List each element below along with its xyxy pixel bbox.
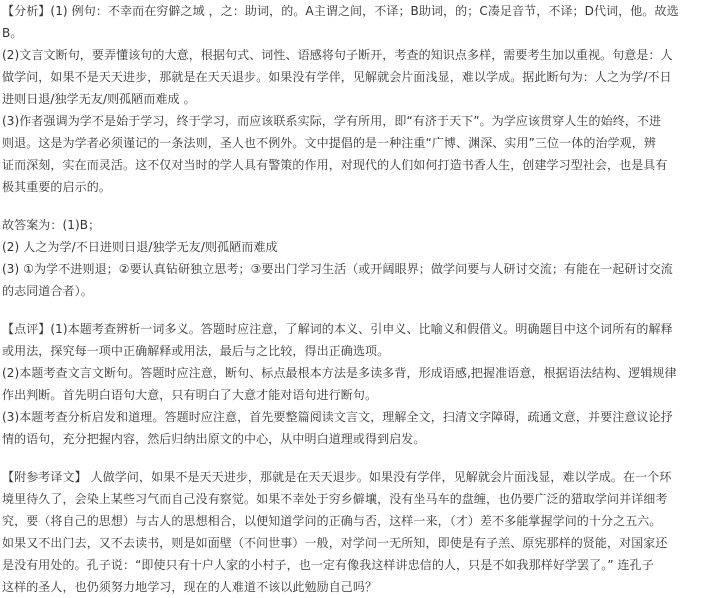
text-line: 如果又不出门去，又不去读书，则是如面壁（不问世事）一般，对学问一无所知，即使是有子羔、原宪那样的贤能，对国家还 (2, 536, 668, 550)
text-line: B。 (2, 26, 23, 40)
text-line: (2)文言文断句，要弄懂该句的大意，根据句式、词性、语感将句子断开，考查的知识点多样，需要考生加以重视。句意是：人 (2, 48, 673, 62)
spacer (2, 198, 693, 214)
spacer (2, 302, 693, 318)
comment-section (2, 318, 693, 450)
text-line: 【附参考译文】 人做学问，如果不是天天进步，那就是在天天退步。如果没有学伴，见解就会片面浅显，难以学成。在一个环 (2, 470, 672, 484)
text-line: (2) 人之为学/不日进则日退/独学无友/则孤陋而难成 (2, 240, 278, 254)
text-line: 做学问，如果不是天天进步，那就是在天天退步。如果没有学伴，见解就会片面浅显，难以学成。据此断句为：人之为学/不日 (2, 70, 672, 84)
text-line: 【分析】(1) 例句：不幸而在穷僻之域 ，之：助词，的。A主谓之间，不译；B助词，的；C凑足音节，不译；D代词，他。故选 (2, 4, 679, 18)
text-line: 故答案为：(1)B； (2, 218, 101, 232)
comment-paragraph-3 (2, 406, 693, 450)
text-line: 则退。这是为学者必须谨记的一条法则，圣人也不例外。文中提倡的是一种注重“广博、渊深、实用”三位一体的治学观，辨 (2, 136, 656, 150)
analysis-paragraph-3 (2, 110, 693, 198)
text-line: 或用法，探究每一项中正确解释或用法，最后与之比较，得出正确选项。 (2, 344, 390, 358)
answer-paragraph (2, 214, 693, 302)
analysis-heading: 【分析】 (2, 4, 51, 18)
text-line: 进则日退/独学无友/则孤陋而难成 。 (2, 92, 196, 106)
text-line: 的志同道合者）。 (2, 284, 93, 298)
translation-section (2, 466, 693, 598)
text-line: (3)作者强调为学不是始于学习，终于学习，而应该联系实际，学有所用，即“有济于天下”。为学应该贯穿人生的始终，不进 (2, 114, 662, 128)
text-line: (3) ①为学不进则退；②要认真钻研独立思考；③要出门学习生活（或开阔眼界；做学问要与人研讨交流；有能在一起研讨交流 (2, 262, 673, 276)
analysis-paragraph-2 (2, 44, 693, 110)
analysis-paragraph-1 (2, 0, 693, 44)
text-line: 【点评】(1)本题考查辨析一词多义。答题时应注意，了解词的本义、引申义、比喻义和假借义。明确题目中这个词所有的解释 (2, 322, 673, 336)
text-line: 究，要（将自己的思想）与古人的思想相合，以便知道学问的正确与否，这样一来，（才）差不多能掌握学问的十分之五六。 (2, 514, 662, 528)
translation-paragraph (2, 466, 693, 598)
text-line: 极其重要的启示的。 (2, 180, 111, 194)
spacer (2, 450, 693, 466)
text-line: (3)本题考查分析启发和道理。答题时应注意，首先要整篇阅读文言文，理解全文，扫清文字障碍，疏通文意，并要注意议论抒 (2, 410, 673, 424)
text-line: 境里待久了，会染上某些习气而自己没有察觉。如果不幸处于穷乡僻壤，没有坐马车的盘缠，也仍要广泛的猎取学问并详细考 (2, 492, 668, 506)
text-line: (2)本题考查文言文断句。答题时应注意，断句、标点最根本方法是多读多背，形成语感,把握准语意，根据语法结构、逻辑规律 (2, 366, 677, 380)
comment-paragraph-2 (2, 362, 693, 406)
answer-section (2, 214, 693, 302)
comment-paragraph-1 (2, 318, 693, 362)
analysis-section (2, 0, 693, 198)
text-line: 是没有用处的。孔子说：“即使只有十户人家的小村子，也一定有像我这样讲忠信的人，只是不如我那样好学罢了。” 连孔子 (2, 558, 654, 572)
text-line: 这样的圣人，也仍须努力地学习，现在的人难道不该以此勉励自己吗？ (2, 580, 378, 594)
text-line: 情的语句，充分把握内容，然后归纳出原文的中心，从中明白道理或得到启发。 (2, 432, 426, 446)
text-line: 作出判断。首先明白语句大意，只有明白了大意才能对语句进行断句。 (2, 388, 378, 402)
text-line: 证而深刻，实在而灵活。这不仅对当时的学人具有警策的作用，对现代的人们如何打造书香人生，创建学习型社会，也是具有 (2, 158, 668, 172)
